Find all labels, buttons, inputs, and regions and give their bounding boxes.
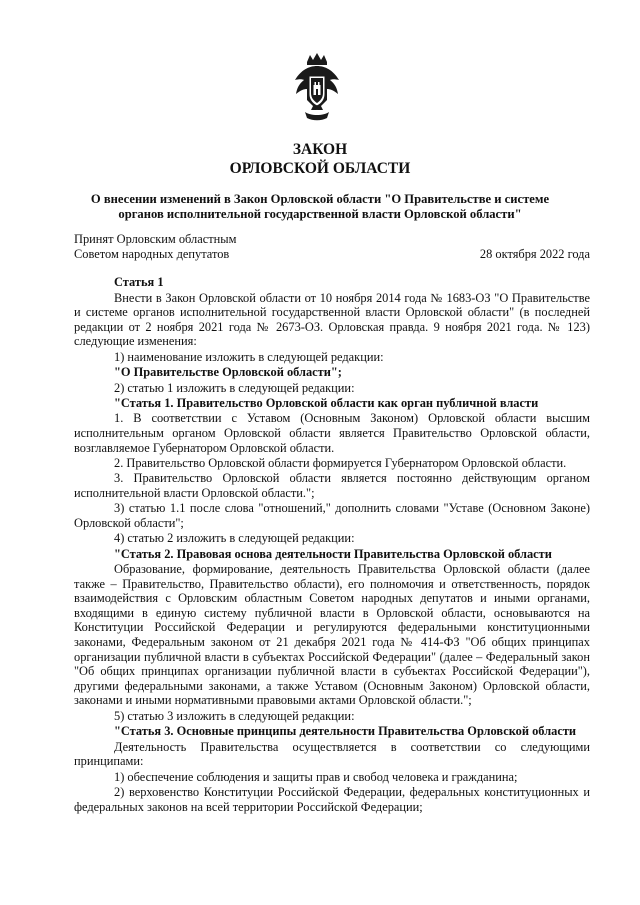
adoption-date: 28 октября 2022 года <box>479 247 590 261</box>
amendment-item-1-text: "О Правительстве Орловской области"; <box>114 365 342 380</box>
new-article-1-para-1: 1. В соответствии с Уставом (Основным Законом) Орловской области высшим исполнительным органом Орловской области является Правительство Орловской области, возглавляемое Губернатором Орловской области. <box>74 411 590 455</box>
new-article-3-principle-2: 2) верховенство Конституции Российской Федерации, федеральных конституционных и федеральных законов на всей территории Российской Федерации; <box>74 784 590 814</box>
new-article-3-heading: "Статья 3. Основные принципы деятельности Правительства Орловской области <box>114 724 577 739</box>
subtitle-line-1: О внесении изменений в Закон Орловской области "О Правительстве и системе <box>90 192 550 206</box>
adoption-info <box>74 232 590 262</box>
law-body <box>74 275 590 814</box>
article-1-heading: Статья 1 <box>114 275 164 289</box>
new-article-2-para-1: Образование, формирование, деятельность Правительства Орловской области (далее также – Правительство, Правительство области), его полномочия и ответственность, порядок взаимодействия с Орловским областным Советом народных депутатов и иными органами, входящими в единую систему публичной власти в Орловской области, основываются на Конституции Российской Федерации и регулируются федеральными конституционными законами, Федеральным законом от 21 декабря 2021 года № 414-ФЗ "Об общих принципах организации публичной власти в субъектах Российской Федерации" (далее – Федеральный закон "Об общих принципах организации публичной власти в субъектах Российской Федерации"), другими федеральными законами, а также Уставом (Основным Законом) Орловской области, законами и иными нормативными правовыми актами Орловской области."; <box>74 562 590 708</box>
amendment-item-4: 4) статью 2 изложить в следующей редакции: <box>114 531 355 546</box>
subtitle-line-2: органов исполнительной государственной власти Орловской области" <box>118 207 522 221</box>
amendment-item-2: 2) статью 1 изложить в следующей редакции: <box>114 380 355 395</box>
title-line-2: ОРЛОВСКОЙ ОБЛАСТИ <box>229 160 411 177</box>
title-line-1: ЗАКОН <box>292 141 348 158</box>
adoption-line-1: Принят Орловским областным <box>74 232 237 246</box>
amendment-item-1: 1) наименование изложить в следующей редакции: <box>114 349 384 364</box>
law-subtitle <box>0 192 640 222</box>
new-article-3-principle-1: 1) обеспечение соблюдения и защиты прав и свобод человека и гражданина; <box>114 769 518 784</box>
coat-of-arms-icon <box>291 52 343 124</box>
amendment-item-3: 3) статью 1.1 после слова "отношений," дополнить словами "Уставе (Основном Законе) Орловской области"; <box>74 501 590 530</box>
law-title <box>0 140 640 178</box>
adoption-line-2: Советом народных депутатов <box>74 247 230 261</box>
amendment-item-5: 5) статью 3 изложить в следующей редакции: <box>114 708 355 723</box>
new-article-2-heading: "Статья 2. Правовая основа деятельности Правительства Орловской области <box>114 546 552 561</box>
article-1-intro: Внести в Закон Орловской области от 10 ноября 2014 года № 1683-ОЗ "О Правительстве и системе органов исполнительной государственной власти Орловской области" (в последней редакции от 2 ноября 2021 года № 2673-ОЗ. Орловская правда. 9 ноября 2021 года. № 123) следующие изменения: <box>74 290 590 349</box>
new-article-1-para-3: 3. Правительство Орловской области является постоянно действующим органом исполнительной власти Орловской области."; <box>74 471 590 500</box>
new-article-1-para-2: 2. Правительство Орловской области формируется Губернатором Орловской области. <box>114 455 567 470</box>
new-article-1-heading: "Статья 1. Правительство Орловской области как орган публичной власти <box>114 395 539 410</box>
new-article-3-intro: Деятельность Правительства осуществляется в соответствии со следующими принципами: <box>74 739 590 769</box>
